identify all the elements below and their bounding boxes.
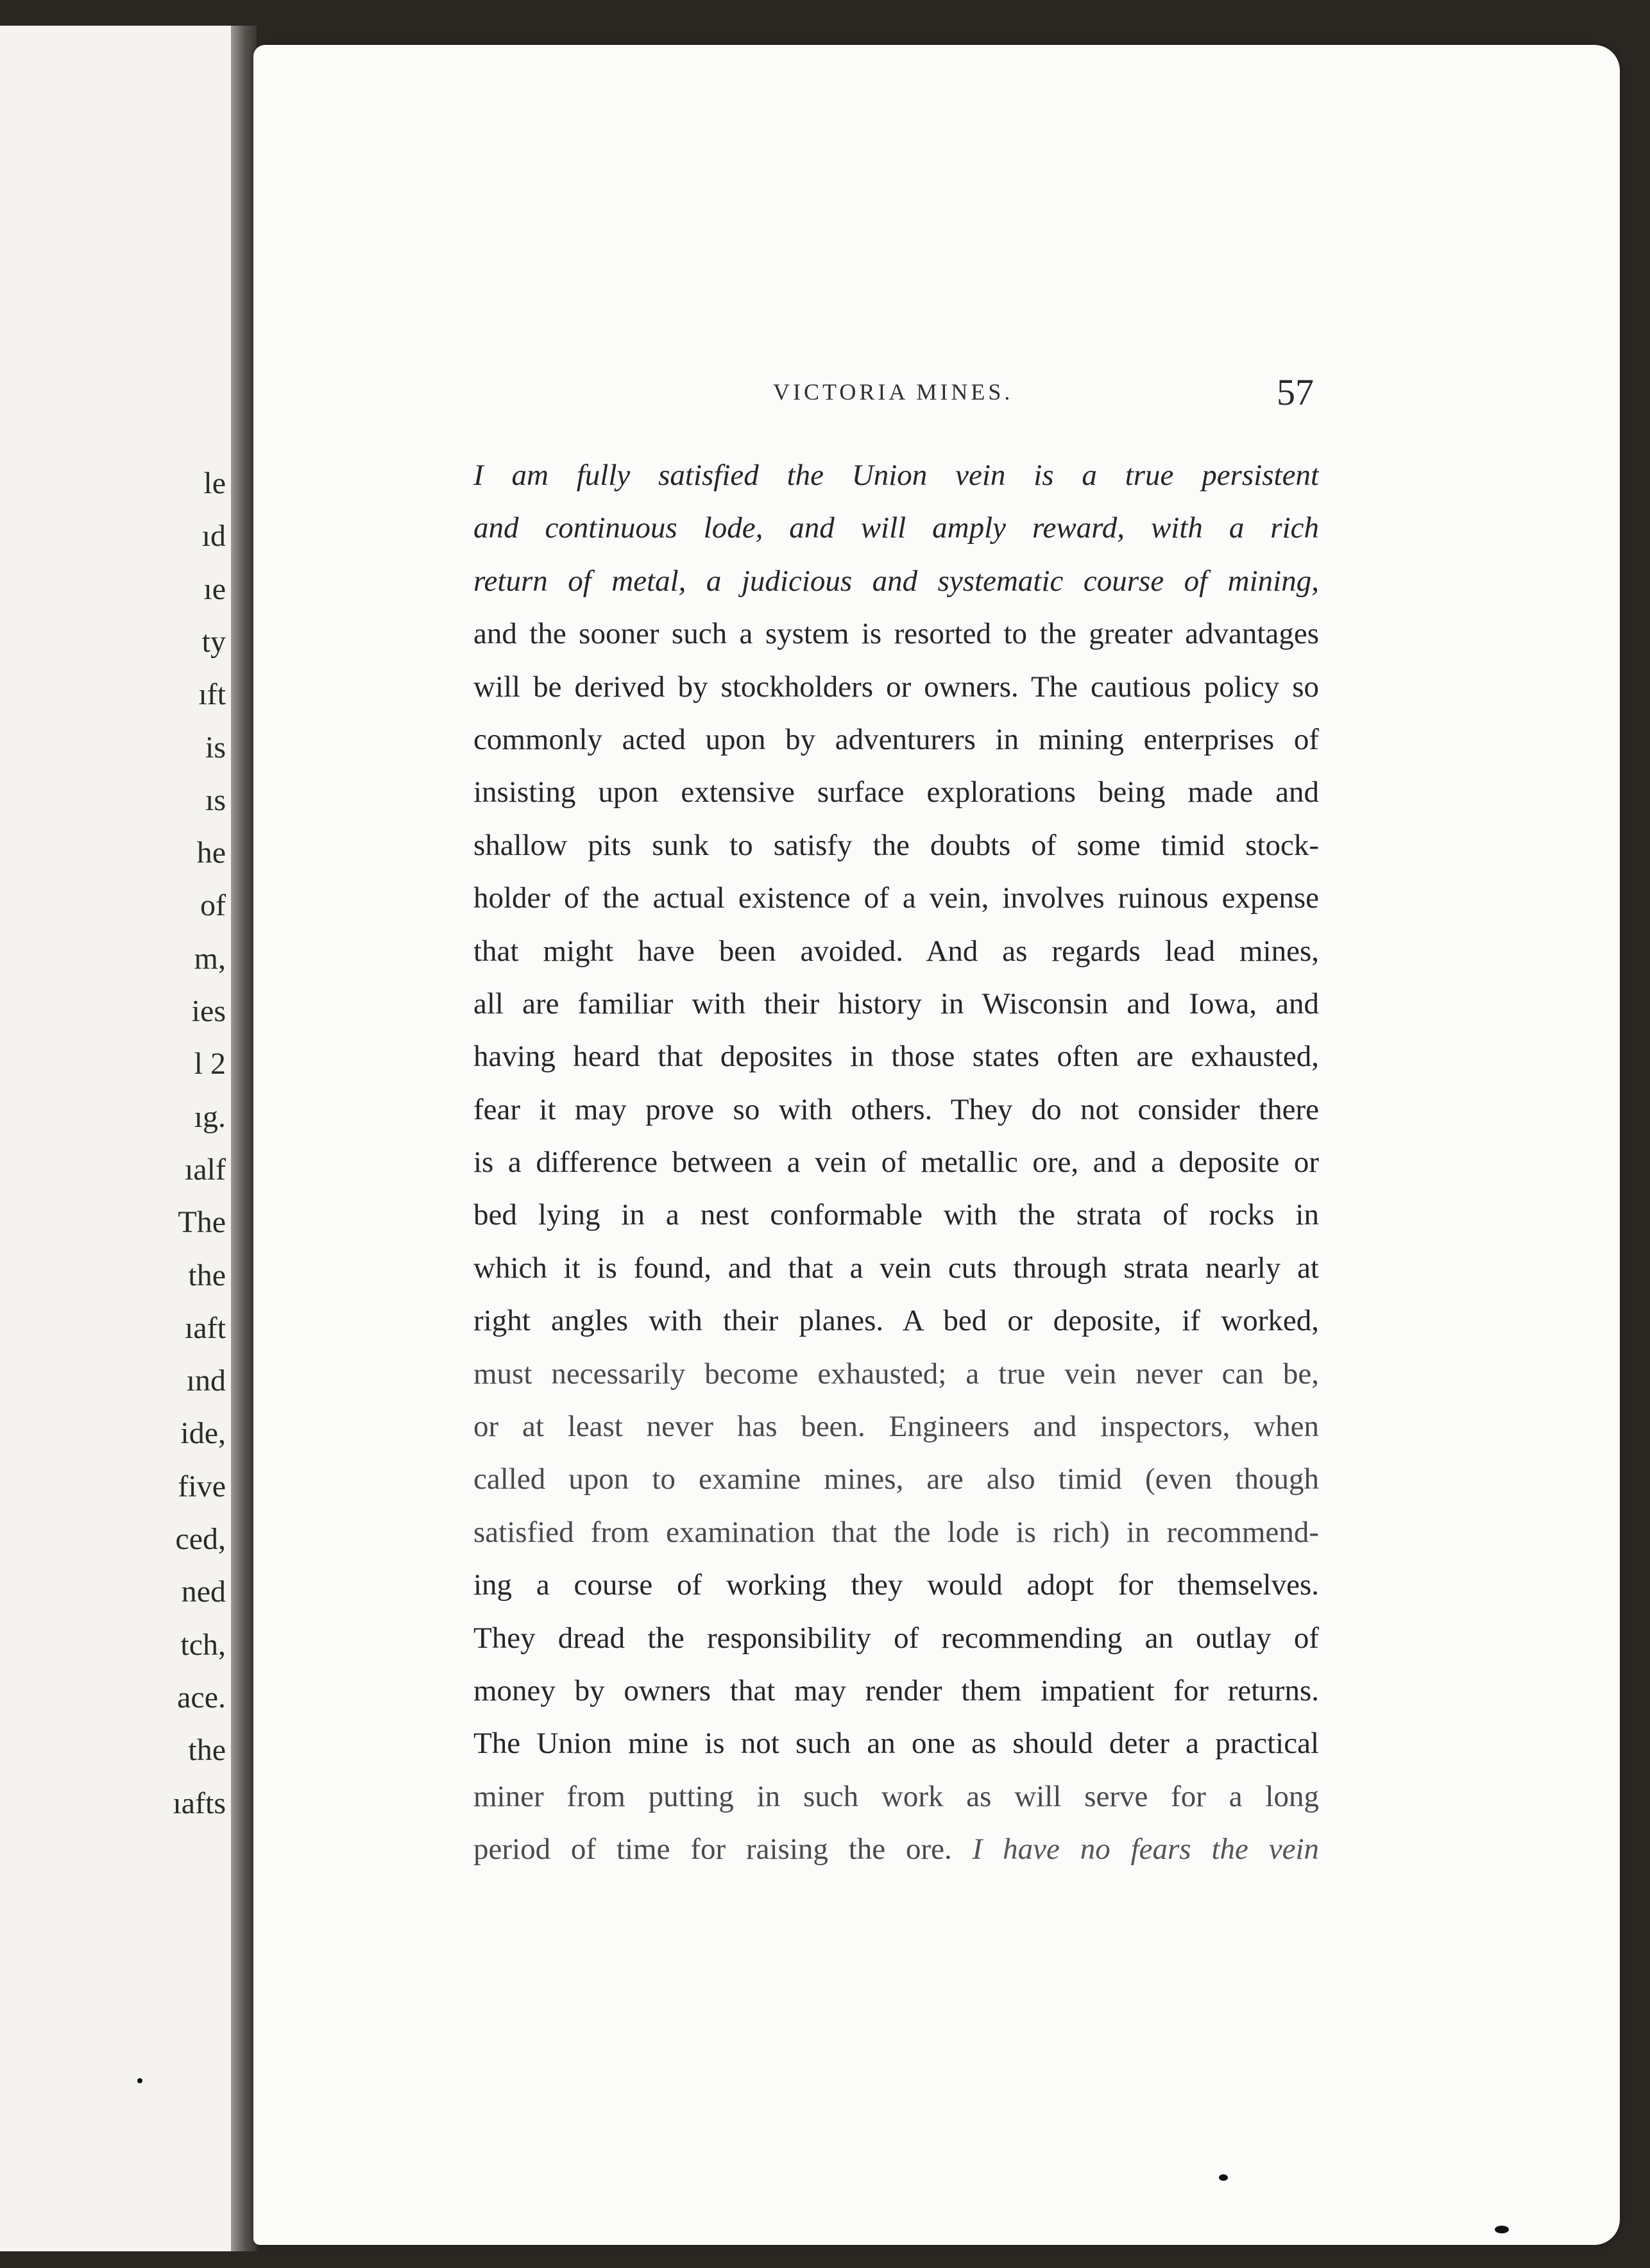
text-line: return of metal, a judicious and systematic course of mining, [473,564,1319,598]
text-line: and the sooner such a system is resorted to the greater advantages [473,617,1319,651]
text-line: ing a course of working they would adopt for themselves. [473,1568,1319,1602]
text-line: commonly acted upon by adventurers in mining enterprises of [473,722,1319,756]
left-fragment-line: ıaft [185,1310,226,1345]
text-line: which it is found, and that a vein cuts through strata nearly at [473,1251,1319,1285]
book-spine [231,26,257,2251]
left-fragment-line: ned [181,1575,226,1609]
left-fragment-line: ıs [205,783,226,817]
text-line-last [473,1823,1319,1875]
left-page-cut-text [85,26,226,2251]
text-line: satisfied from examination that the lode is rich) in recommend- [473,1515,1319,1549]
left-fragment-line: le [203,466,226,500]
text-line: insisting upon extensive surface explorations being made and [473,775,1319,809]
text-line: fear it may prove so with others. They do not consider there [473,1092,1319,1126]
left-fragment-line: is [205,730,226,765]
left-fragment-line: l 2 [194,1047,226,1081]
running-head: VICTORIA MINES. [773,379,1014,405]
left-fragment-line: he [196,836,226,870]
left-fragment-line: ıafts [173,1786,226,1820]
left-fragment-line: ced, [175,1522,226,1556]
left-fragment-line: ies [191,994,226,1028]
text-line: and continuous lode, and will amply reward, with a rich [473,511,1319,545]
text-line: shallow pits sunk to satisfy the doubts of some timid stock- [473,828,1319,862]
text-line: miner from putting in such work as will serve for a long [473,1779,1319,1813]
dust-speck [1219,2174,1228,2181]
text-line: bed lying in a nest conformable with the strata of rocks in [473,1198,1319,1232]
dust-speck [137,2078,142,2083]
left-fragment-line: ide, [180,1416,226,1451]
text-line: will be derived by stockholders or owners. The cautious policy so [473,670,1319,704]
left-fragment-line: the [188,1258,226,1292]
text-line: I am fully satisfied the Union vein is a true persistent [473,459,1319,492]
left-fragment-line: of [200,888,226,923]
text-line: having heard that deposites in those states often are exhausted, [473,1040,1319,1074]
left-fragment-line: m, [194,941,226,976]
left-fragment-line: The [178,1205,226,1240]
text-line: or at least never has been. Engineers and inspectors, when [473,1410,1319,1444]
left-fragment-line: ıalf [185,1152,226,1187]
text-line: all are familiar with their history in Wisconsin and Iowa, and [473,986,1319,1020]
left-fragment-line: ıg. [194,1099,226,1134]
text-line: The Union mine is not such an one as should deter a practical [473,1727,1319,1761]
text-line: is a difference between a vein of metallic ore, and a deposite or [473,1146,1319,1180]
page-number: 57 [1277,371,1314,413]
text-line: right angles with their planes. A bed or deposite, if worked, [473,1304,1319,1338]
text-line: They dread the responsibility of recommending an outlay of [473,1621,1319,1655]
left-fragment-line: ty [201,624,226,659]
left-fragment-line: tch, [180,1627,226,1662]
left-fragment-line: ace. [177,1680,226,1714]
left-fragment-line: the [188,1733,226,1768]
text-line: money by owners that may render them impatient for returns. [473,1673,1319,1707]
text-line: that might have been avoided. And as regards lead mines, [473,934,1319,968]
left-fragment-line: ıd [201,519,226,554]
body-text [473,449,1319,1876]
text-line: called upon to examine mines, are also timid (even though [473,1462,1319,1496]
left-fragment-line: ınd [186,1364,226,1398]
text-line: must necessarily become exhausted; a true vein never can be, [473,1357,1319,1391]
left-fragment-line: ıe [203,571,226,606]
last-line-italic-text: I have no fears the vein [972,1832,1319,1866]
last-line-text: period of time for raising the ore. [473,1832,952,1866]
text-line: holder of the actual existence of a vein, involves ruinous expense [473,881,1319,915]
left-fragment-line: ıft [198,677,226,712]
dust-speck [1495,2226,1509,2233]
left-fragment-line: five [178,1469,226,1503]
left-page-fragment [0,26,244,2251]
